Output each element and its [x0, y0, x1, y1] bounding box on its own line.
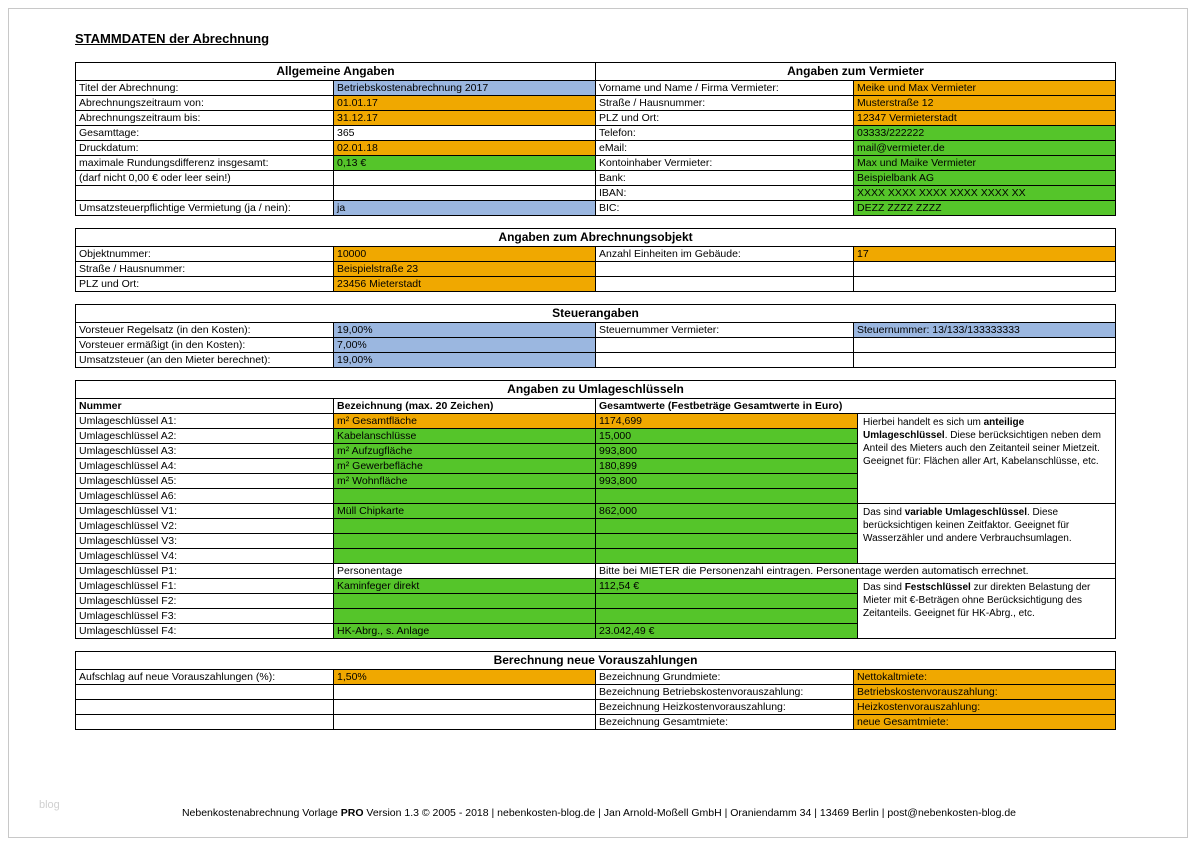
umlage-nummer: Umlageschlüssel A6:: [76, 489, 334, 504]
umlage-nummer: Umlageschlüssel A5:: [76, 474, 334, 489]
field-label: (darf nicht 0,00 € oder leer sein!): [76, 171, 334, 186]
col-header-gesamtwerte: Gesamtwerte (Festbeträge Gesamtwerte in Euro): [596, 399, 1116, 414]
umlage-gesamtwert[interactable]: Bitte bei MIETER die Personenzahl eintragen. Personentage werden automatisch errechnet.: [596, 564, 1116, 579]
umlage-bezeichnung[interactable]: Personentage: [334, 564, 596, 579]
umlage-gesamtwert[interactable]: 862,000: [596, 504, 858, 519]
field-label: Vorsteuer Regelsatz (in den Kosten):: [76, 323, 334, 338]
field-label: Bezeichnung Grundmiete:: [596, 670, 854, 685]
umlage-bezeichnung[interactable]: [334, 534, 596, 549]
field-label: Umsatzsteuer (an den Mieter berechnet):: [76, 353, 334, 368]
field-label: Titel der Abrechnung:: [76, 81, 334, 96]
field-label: BIC:: [596, 201, 854, 216]
umlage-bezeichnung[interactable]: Kaminfeger direkt: [334, 579, 596, 594]
field-value[interactable]: [334, 186, 596, 201]
field-value[interactable]: 1,50%: [334, 670, 596, 685]
field-value[interactable]: Betriebskostenvorauszahlung:: [854, 685, 1116, 700]
table-row: [76, 247, 1116, 262]
table-row: [76, 700, 1116, 715]
umlage-nummer: Umlageschlüssel F1:: [76, 579, 334, 594]
field-value[interactable]: 10000: [334, 247, 596, 262]
table-umlageschluessel: [75, 380, 1116, 639]
umlage-bezeichnung[interactable]: m² Wohnfläche: [334, 474, 596, 489]
table-row: [76, 201, 1116, 216]
umlage-gesamtwert[interactable]: [596, 549, 858, 564]
table-row: [76, 171, 1116, 186]
umlage-gesamtwert[interactable]: [596, 609, 858, 624]
umlage-nummer: Umlageschlüssel A2:: [76, 429, 334, 444]
umlage-gesamtwert[interactable]: [596, 519, 858, 534]
table-row: [76, 111, 1116, 126]
umlage-nummer: Umlageschlüssel F3:: [76, 609, 334, 624]
field-label: Anzahl Einheiten im Gebäude:: [596, 247, 854, 262]
note-variable-umlageschluessel: Das sind variable Umlageschlüssel. Diese berücksichtigen keinen Zeitfaktor. Geeignet für Wasserzähler und andere Verbrauchsumlagen.: [858, 504, 1116, 564]
field-label: [76, 715, 334, 730]
umlage-gesamtwert[interactable]: [596, 489, 858, 504]
field-label: Bezeichnung Heizkostenvorauszahlung:: [596, 700, 854, 715]
umlage-bezeichnung[interactable]: [334, 519, 596, 534]
field-label: Druckdatum:: [76, 141, 334, 156]
field-value[interactable]: Nettokaltmiete:: [854, 670, 1116, 685]
section-header-vorauszahlungen: Berechnung neue Vorauszahlungen: [76, 652, 1116, 670]
watermark: blog: [39, 799, 60, 811]
field-label: Gesamttage:: [76, 126, 334, 141]
umlage-gesamtwert[interactable]: 180,899: [596, 459, 858, 474]
field-value[interactable]: [334, 715, 596, 730]
field-value[interactable]: Heizkostenvorauszahlung:: [854, 700, 1116, 715]
field-label: [76, 685, 334, 700]
umlage-gesamtwert[interactable]: 15,000: [596, 429, 858, 444]
table-row: [76, 670, 1116, 685]
field-value[interactable]: DEZZ ZZZZ ZZZZ: [854, 201, 1116, 216]
field-value[interactable]: 12347 Vermieterstadt: [854, 111, 1116, 126]
section-header-vermieter: Angaben zum Vermieter: [596, 63, 1116, 81]
umlage-nummer: Umlageschlüssel V3:: [76, 534, 334, 549]
table-vorauszahlungen: [75, 651, 1116, 730]
table-row: [76, 277, 1116, 292]
umlage-nummer: Umlageschlüssel V4:: [76, 549, 334, 564]
field-label: [596, 353, 854, 368]
field-value[interactable]: Beispielbank AG: [854, 171, 1116, 186]
field-value[interactable]: 31.12.17: [334, 111, 596, 126]
table-allgemeine-vermieter: [75, 62, 1116, 216]
umlage-bezeichnung[interactable]: [334, 489, 596, 504]
field-value[interactable]: XXXX XXXX XXXX XXXX XXXX XX: [854, 186, 1116, 201]
field-value[interactable]: [334, 171, 596, 186]
umlage-nummer: Umlageschlüssel V1:: [76, 504, 334, 519]
umlage-bezeichnung[interactable]: [334, 549, 596, 564]
table-row: [76, 262, 1116, 277]
field-value[interactable]: [854, 277, 1116, 292]
field-label: Kontoinhaber Vermieter:: [596, 156, 854, 171]
field-value[interactable]: ja: [334, 201, 596, 216]
field-label: PLZ und Ort:: [596, 111, 854, 126]
field-value[interactable]: Musterstraße 12: [854, 96, 1116, 111]
field-label: eMail:: [596, 141, 854, 156]
section-header-allgemeine: Allgemeine Angaben: [76, 63, 596, 81]
field-value[interactable]: 365: [334, 126, 596, 141]
umlage-nummer: Umlageschlüssel P1:: [76, 564, 334, 579]
field-value[interactable]: 17: [854, 247, 1116, 262]
field-label: [76, 186, 334, 201]
field-value[interactable]: mail@vermieter.de: [854, 141, 1116, 156]
umlage-gesamtwert[interactable]: [596, 534, 858, 549]
umlage-bezeichnung[interactable]: Müll Chipkarte: [334, 504, 596, 519]
umlage-bezeichnung[interactable]: [334, 594, 596, 609]
field-value[interactable]: Beispielstraße 23: [334, 262, 596, 277]
table-row: [76, 685, 1116, 700]
field-value[interactable]: 01.01.17: [334, 96, 596, 111]
table-row: [76, 186, 1116, 201]
field-value[interactable]: 7,00%: [334, 338, 596, 353]
umlage-gesamtwert[interactable]: 993,800: [596, 474, 858, 489]
table-abrechnungsobjekt: [75, 228, 1116, 292]
field-label: Abrechnungszeitraum von:: [76, 96, 334, 111]
field-value[interactable]: Steuernummer: 13/133/133333333: [854, 323, 1116, 338]
field-value[interactable]: [854, 353, 1116, 368]
table-row: [76, 504, 1116, 519]
field-value[interactable]: [854, 338, 1116, 353]
umlage-gesamtwert[interactable]: 993,800: [596, 444, 858, 459]
section-header-umlageschluessel: Angaben zu Umlageschlüsseln: [76, 381, 1116, 399]
umlage-bezeichnung[interactable]: Kabelanschlüsse: [334, 429, 596, 444]
field-label: Straße / Hausnummer:: [596, 96, 854, 111]
field-label: [596, 277, 854, 292]
field-value[interactable]: neue Gesamtmiete:: [854, 715, 1116, 730]
col-header-nummer: Nummer: [76, 399, 334, 414]
note-festschluessel: Das sind Festschlüssel zur direkten Belastung der Mieter mit €-Beträgen ohne Berücksichtigung des Zeitanteils. Geeignet für HK-Abrg., etc.: [858, 579, 1116, 639]
field-value[interactable]: [334, 700, 596, 715]
table-row: [76, 323, 1116, 338]
note-anteilige-umlageschluessel: Hierbei handelt es sich um anteilige Umlageschlüssel. Diese berücksichtigen neben dem Anteil des Mieters auch den Zeitanteil seiner Mietzeit. Geeignet für: Flächen aller Art, Kabelanschlüsse, etc.: [858, 414, 1116, 504]
field-label: Bezeichnung Gesamtmiete:: [596, 715, 854, 730]
document-page: [8, 8, 1188, 838]
field-value[interactable]: Betriebskostenabrechnung 2017: [334, 81, 596, 96]
field-value[interactable]: 19,00%: [334, 323, 596, 338]
field-value[interactable]: [334, 685, 596, 700]
field-label: [596, 338, 854, 353]
table-row: [76, 579, 1116, 594]
field-label: Vorname und Name / Firma Vermieter:: [596, 81, 854, 96]
field-value[interactable]: 23456 Mieterstadt: [334, 277, 596, 292]
field-value[interactable]: 02.01.18: [334, 141, 596, 156]
table-row: [76, 156, 1116, 171]
field-label: [76, 700, 334, 715]
field-label: Objektnummer:: [76, 247, 334, 262]
page-footer: [9, 807, 1189, 819]
field-label: Steuernummer Vermieter:: [596, 323, 854, 338]
field-label: [596, 262, 854, 277]
umlage-nummer: Umlageschlüssel A3:: [76, 444, 334, 459]
table-row: [76, 81, 1116, 96]
field-label: Abrechnungszeitraum bis:: [76, 111, 334, 126]
umlage-nummer: Umlageschlüssel V2:: [76, 519, 334, 534]
umlage-gesamtwert[interactable]: 112,54 €: [596, 579, 858, 594]
umlage-nummer: Umlageschlüssel A4:: [76, 459, 334, 474]
table-row: [76, 141, 1116, 156]
table-steuerangaben: [75, 304, 1116, 368]
table-row: [76, 96, 1116, 111]
umlage-bezeichnung[interactable]: m² Gewerbefläche: [334, 459, 596, 474]
umlage-gesamtwert[interactable]: [596, 594, 858, 609]
umlage-bezeichnung[interactable]: m² Gesamtfläche: [334, 414, 596, 429]
col-header-bezeichnung: Bezeichnung (max. 20 Zeichen): [334, 399, 596, 414]
table-row: [76, 353, 1116, 368]
field-label: Aufschlag auf neue Vorauszahlungen (%):: [76, 670, 334, 685]
table-row: [76, 126, 1116, 141]
field-value[interactable]: [854, 262, 1116, 277]
field-label: maximale Rundungsdifferenz insgesamt:: [76, 156, 334, 171]
field-label: PLZ und Ort:: [76, 277, 334, 292]
table-row: [76, 414, 1116, 429]
field-label: Telefon:: [596, 126, 854, 141]
section-header-abrechnungsobjekt: Angaben zum Abrechnungsobjekt: [76, 229, 1116, 247]
section-headers-row: [76, 63, 1116, 81]
umlage-nummer: Umlageschlüssel A1:: [76, 414, 334, 429]
umlage-bezeichnung[interactable]: [334, 609, 596, 624]
field-value[interactable]: Meike und Max Vermieter: [854, 81, 1116, 96]
umlage-nummer: Umlageschlüssel F2:: [76, 594, 334, 609]
section-header-steuerangaben: Steuerangaben: [76, 305, 1116, 323]
field-label: Bezeichnung Betriebskostenvorauszahlung:: [596, 685, 854, 700]
table-row: [76, 715, 1116, 730]
field-label: IBAN:: [596, 186, 854, 201]
footer-text: Nebenkostenabrechnung Vorlage PRO Version 1.3 © 2005 - 2018 | nebenkosten-blog.de | Jan Arnold-Moßell GmbH | Oraniendamm 34 | 13469 Berlin | post@nebenkosten-blog.de: [181, 807, 1017, 819]
field-label: Vorsteuer ermäßigt (in den Kosten):: [76, 338, 334, 353]
field-value[interactable]: 19,00%: [334, 353, 596, 368]
umlage-gesamtwert[interactable]: 23.042,49 €: [596, 624, 858, 639]
document-body: [75, 31, 1121, 730]
field-value[interactable]: 0,13 €: [334, 156, 596, 171]
umlage-bezeichnung[interactable]: HK-Abrg., s. Anlage: [334, 624, 596, 639]
field-label: Umsatzsteuerpflichtige Vermietung (ja / nein):: [76, 201, 334, 216]
field-value[interactable]: 03333/222222: [854, 126, 1116, 141]
umlage-bezeichnung[interactable]: m² Aufzugfläche: [334, 444, 596, 459]
umlage-nummer: Umlageschlüssel F4:: [76, 624, 334, 639]
umlage-gesamtwert[interactable]: 1174,699: [596, 414, 858, 429]
field-value[interactable]: Max und Maike Vermieter: [854, 156, 1116, 171]
table-row: [76, 338, 1116, 353]
table-row: [76, 564, 1116, 579]
page-title: STAMMDATEN der Abrechnung: [75, 31, 270, 46]
field-label: Straße / Hausnummer:: [76, 262, 334, 277]
umlage-column-headers: [76, 399, 1116, 414]
field-label: Bank:: [596, 171, 854, 186]
